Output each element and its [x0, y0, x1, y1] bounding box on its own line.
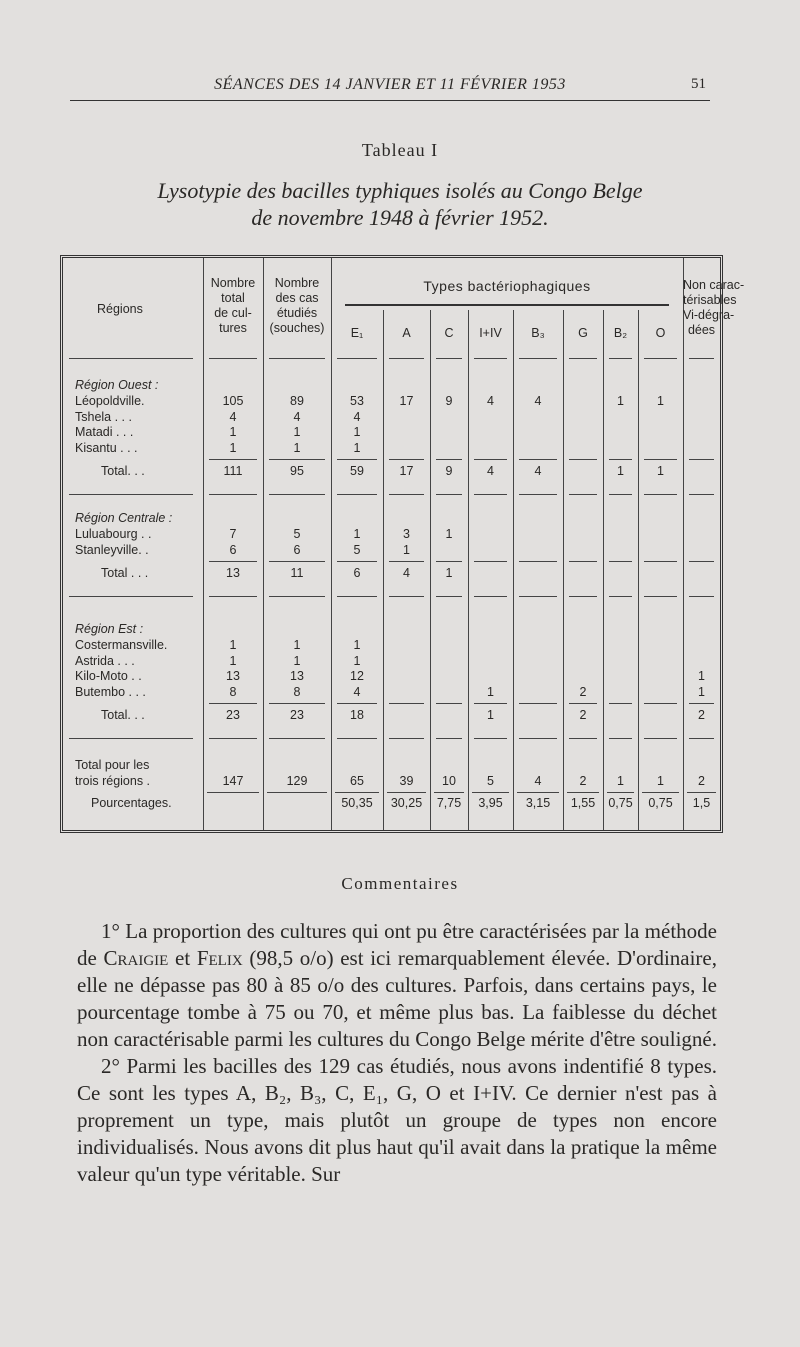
table-cell: 1: [617, 394, 624, 408]
table-cell: 1,55: [570, 796, 596, 810]
table-rule: [609, 738, 632, 739]
table-cell: 1,5: [692, 796, 711, 810]
subtotal-rule: [209, 459, 257, 460]
table-cell: 95: [290, 464, 304, 478]
table-cell: 1: [293, 425, 301, 439]
table-rule: [569, 738, 597, 739]
subtotal-rule: [389, 561, 424, 562]
table-row-region: Luluabourg . .: [75, 527, 152, 541]
table-row-region: Butembo . . .: [75, 684, 146, 699]
table-cell: 1: [445, 527, 453, 541]
header-non-caracterisables: Vi-dégra-: [683, 308, 735, 322]
table-cell: 39: [399, 774, 414, 788]
subtotal-rule: [474, 561, 507, 562]
table-cell: 147: [222, 774, 244, 788]
table-cell: 3,15: [525, 796, 551, 810]
table-row-region: Tshela . . .: [75, 409, 132, 424]
table-cell: 2: [579, 708, 587, 722]
header-nombre-total: Nombre: [210, 276, 256, 290]
grand-total-rule: [642, 792, 679, 793]
table-cell: 4: [229, 409, 237, 424]
grand-total-rule: [687, 792, 716, 793]
table-subcolumn-rule: [468, 310, 469, 830]
subtotal-rule: [609, 459, 632, 460]
table-cell: 1: [229, 425, 237, 439]
table-cell: 1: [353, 638, 361, 652]
grand-total-rule: [434, 792, 464, 793]
table-cell: 1: [487, 708, 494, 722]
section-title: Région Ouest :: [75, 378, 159, 392]
table-cell: 2: [698, 774, 705, 788]
table-cell: 2: [579, 774, 587, 788]
table-cell: 30,25: [390, 796, 423, 810]
subtotal-rule: [269, 561, 325, 562]
grand-total-rule: [387, 792, 426, 793]
table-cell: 8: [293, 684, 301, 699]
table-rule: [436, 358, 462, 359]
section-total-label: Total. . .: [101, 464, 145, 478]
table-cell: 17: [399, 394, 414, 408]
header-type-6: B₂: [613, 326, 628, 340]
table-rule: [436, 738, 462, 739]
paragraph-1-text-c: (98,5 o/o) est ici remarquablement élevée. D'ordinaire, elle ne dépasse pas 80 à 85 o/o des cultures. Parfois, dans certains pays, le pourcentage tombe à 75 ou 70, et même plus bas. La faiblesse du déchet non caractérisable parmi les cultures du Congo Belge mérite d'être souligné.: [77, 946, 718, 1051]
subtotal-rule: [569, 703, 597, 704]
subtotal-rule: [337, 459, 377, 460]
table-cell: 9: [445, 394, 453, 408]
subtotal-rule: [609, 703, 632, 704]
table-cell: 8: [229, 684, 237, 699]
grand-total-rule: [607, 792, 634, 793]
table-rule: [337, 358, 377, 359]
subtotal-rule: [474, 703, 507, 704]
body-text: [77, 918, 717, 1188]
table-cell: 111: [223, 464, 243, 478]
header-type-2: C: [444, 326, 454, 340]
subtotal-rule: [209, 703, 257, 704]
table-row-region: Kisantu . . .: [75, 440, 138, 455]
table-rule: [337, 494, 377, 495]
header-nombre-total: total: [221, 291, 245, 305]
subtotal-rule: [436, 459, 462, 460]
table-rule: [269, 596, 325, 597]
grand-total-label: Total pour les: [75, 758, 150, 772]
table-cell: 9: [445, 464, 453, 478]
table-rule: [209, 358, 257, 359]
table-rule: [337, 738, 377, 739]
table-cell: 10: [442, 774, 456, 788]
paragraph-2: 2° Parmi les bacilles des 129 cas étudiés, nous avons indentifié 8 types. Ce sont les types A, B₂, B₃, C, E₁, G, O et I+IV. Ce dernier n'est pas à proprement un type, mais plutôt un groupe de types non encore individualisés. Nous avons dit plus haut qu'il avait dans la pratique la même valeur qu'un type véritable. Sur: [77, 1054, 717, 1186]
table-cell: 12: [350, 669, 364, 683]
table-cell: 4: [534, 774, 542, 788]
subtotal-rule: [389, 459, 424, 460]
subtotal-rule: [389, 703, 424, 704]
table-cell: 1: [657, 394, 664, 408]
table-cell: 1: [229, 653, 237, 668]
grand-total-rule: [335, 792, 379, 793]
header-nombre-cas: étudiés: [276, 306, 318, 320]
table-rule: [474, 596, 507, 597]
section-total-label: Total. . .: [101, 708, 145, 722]
subtotal-rule: [644, 459, 677, 460]
header-regions: Régions: [97, 302, 143, 316]
header-type-0: E₁: [350, 326, 364, 340]
table-rule: [269, 494, 325, 495]
section-title: Région Centrale :: [75, 511, 173, 525]
table-row-region: Léopoldville.: [75, 394, 145, 408]
table-rule: [689, 494, 714, 495]
grand-total-rule: [207, 792, 259, 793]
table-rule: [436, 494, 462, 495]
table-cell: 6: [353, 566, 361, 580]
table-cell: 1: [353, 425, 361, 439]
table-rule: [474, 738, 507, 739]
table-cell: 1: [698, 684, 705, 699]
subtotal-rule: [519, 459, 557, 460]
table-cell: 7,75: [436, 796, 462, 810]
table-cell: 1: [403, 542, 410, 557]
subtotal-rule: [689, 459, 714, 460]
page-number: 51: [691, 76, 706, 92]
table-rule: [609, 494, 632, 495]
table-cell: 1: [698, 669, 705, 683]
table-rule: [689, 596, 714, 597]
header-non-caracterisables: dées: [687, 323, 716, 337]
header-nombre-cas: Nombre: [274, 276, 320, 290]
header-non-caracterisables: Non carac-: [683, 278, 745, 292]
header-types: Types bactériophagiques: [423, 278, 591, 294]
table-rule: [519, 494, 557, 495]
section-total-label: Total . . .: [101, 566, 149, 580]
table-rule: [609, 596, 632, 597]
table-cell: 1: [657, 774, 664, 788]
table-cell: 4: [487, 464, 494, 478]
table-cell: 1: [657, 464, 664, 478]
table-rule: [389, 494, 424, 495]
table-row-region: Astrida . . .: [75, 653, 135, 668]
table-cell: 4: [293, 409, 301, 424]
header-nombre-cas: des cas: [275, 291, 319, 305]
table-subcolumn-rule: [563, 310, 564, 830]
data-table: [60, 255, 745, 833]
table-cell: 5: [487, 774, 494, 788]
table-cell: 4: [534, 394, 542, 408]
table-rule: [389, 738, 424, 739]
table-column-rule: [683, 258, 684, 830]
table-cell: 53: [350, 394, 364, 408]
table-subcolumn-rule: [603, 310, 604, 830]
subtotal-rule: [609, 561, 632, 562]
table-cell: 1: [353, 527, 361, 541]
table-rule: [644, 596, 677, 597]
table-subtitle-line1: Lysotypie des bacilles typhiques isolés au Congo Belge: [157, 178, 643, 203]
table-cell: 1: [293, 440, 301, 455]
grand-total-rule: [472, 792, 509, 793]
table-rule: [69, 596, 193, 597]
table-rule: [644, 358, 677, 359]
table-rule: [519, 358, 557, 359]
table-cell: 4: [353, 409, 361, 424]
table-rule: [269, 738, 325, 739]
paragraph-1: [77, 918, 717, 1053]
subtotal-rule: [644, 703, 677, 704]
header-non-caracterisables: térisables: [683, 293, 737, 307]
table-cell: 13: [290, 669, 304, 683]
table-title: Tableau I: [361, 140, 439, 160]
subtotal-rule: [689, 703, 714, 704]
grand-total-rule: [267, 792, 327, 793]
table-rule: [69, 494, 193, 495]
table-cell: 89: [290, 394, 304, 408]
table-cell: 0,75: [648, 796, 673, 810]
table-rule: [209, 596, 257, 597]
subtotal-rule: [569, 459, 597, 460]
table-rule: [209, 738, 257, 739]
header-type-5: G: [578, 326, 588, 340]
table-cell: 1: [293, 653, 301, 668]
subtotal-rule: [644, 561, 677, 562]
table-cell: 1: [487, 684, 494, 699]
table-cell: 17: [399, 464, 414, 478]
table-cell: 7: [229, 527, 237, 541]
author-name-felix: Felix: [196, 946, 243, 970]
grand-total-label: trois régions .: [75, 774, 151, 788]
table-rule: [689, 358, 714, 359]
subtotal-rule: [436, 703, 462, 704]
table-rule: [69, 738, 193, 739]
table-cell: 3: [403, 527, 410, 541]
subtotal-rule: [269, 459, 325, 460]
table-rule: [644, 738, 677, 739]
subtotal-rule: [474, 459, 507, 460]
grand-total-rule: [517, 792, 559, 793]
table-cell: 105: [222, 394, 244, 408]
table-cell: 5: [353, 542, 361, 557]
table-cell: 1: [353, 653, 361, 668]
subtotal-rule: [689, 561, 714, 562]
paragraph-1-text-a: 1° La proportion des cultures qui ont pu être caractérisées par la méthode de: [77, 919, 717, 970]
table-rule: [209, 494, 257, 495]
table-cell: 129: [286, 774, 308, 788]
table-cell: 1: [353, 440, 361, 455]
table-subtitle-line2: de novembre 1948 à février 1952.: [251, 205, 549, 230]
types-brace: [345, 304, 669, 306]
table-cell: 6: [293, 542, 301, 557]
table-rule: [389, 358, 424, 359]
subtotal-rule: [269, 703, 325, 704]
table-cell: 23: [226, 708, 240, 722]
author-name-craigie: Craigie: [103, 946, 169, 970]
table-cell: 13: [226, 566, 240, 580]
subtotal-rule: [337, 561, 377, 562]
comments-heading: Commentaires: [341, 874, 459, 893]
subtotal-rule: [337, 703, 377, 704]
table-cell: 1: [445, 566, 453, 580]
subtotal-rule: [519, 561, 557, 562]
table-cell: 2: [698, 708, 705, 722]
table-subcolumn-rule: [513, 310, 514, 830]
header-type-1: A: [402, 326, 411, 340]
table-cell: 6: [229, 542, 237, 557]
table-cell: 4: [534, 464, 542, 478]
header-nombre-total: de cul-: [214, 306, 252, 320]
paragraph-1-text-b: et: [168, 946, 197, 970]
table-rule: [569, 596, 597, 597]
table-cell: 3,95: [478, 796, 503, 810]
subtotal-rule: [569, 561, 597, 562]
grand-total-rule: [567, 792, 599, 793]
percentages-label: Pourcentages.: [91, 796, 172, 810]
table-cell: 0,75: [608, 796, 633, 810]
table-rule: [474, 358, 507, 359]
table-row-region: Matadi . . .: [75, 425, 134, 439]
header-nombre-cas: (souches): [269, 321, 325, 335]
header-nombre-total: tures: [219, 321, 247, 335]
table-cell: 4: [353, 684, 361, 699]
table-row-region: Kilo-Moto . .: [75, 669, 142, 683]
table-subcolumn-rule: [638, 310, 639, 830]
subtotal-rule: [519, 703, 557, 704]
table-rule: [569, 358, 597, 359]
table-cell: 1: [617, 774, 624, 788]
table-cell: 1: [229, 638, 237, 652]
table-cell: 18: [350, 708, 364, 722]
running-title: SÉANCES DES 14 JANVIER ET 11 FÉVRIER 1953: [214, 76, 566, 93]
table-cell: 13: [226, 669, 240, 683]
table-row-region: Costermansville.: [75, 638, 168, 652]
table-rule: [644, 494, 677, 495]
table-cell: 50,35: [341, 796, 373, 810]
table-cell: 4: [487, 394, 494, 408]
table-rule: [389, 596, 424, 597]
table-rule: [436, 596, 462, 597]
table-cell: 1: [293, 638, 301, 652]
table-rule: [519, 596, 557, 597]
header-type-3: I+IV: [479, 326, 502, 340]
table-rule: [689, 738, 714, 739]
table-cell: 4: [403, 566, 410, 580]
header-type-7: O: [655, 326, 666, 340]
subtotal-rule: [209, 561, 257, 562]
table-rule: [519, 738, 557, 739]
table-cell: 1: [229, 440, 237, 455]
table-rule: [474, 494, 507, 495]
table-row-region: Stanleyville. .: [75, 542, 149, 557]
table-cell: 1: [617, 464, 624, 478]
table-cell: 65: [350, 774, 364, 788]
table-rule: [69, 358, 193, 359]
table-rule: [269, 358, 325, 359]
table-cell: 5: [293, 527, 301, 541]
running-header: [70, 72, 710, 101]
table-rule: [569, 494, 597, 495]
table-cell: 2: [579, 684, 587, 699]
table-cell: 23: [290, 708, 304, 722]
table-cell: 59: [350, 464, 364, 478]
table-cell: 11: [290, 566, 304, 580]
section-title: Région Est :: [75, 622, 144, 636]
table-rule: [609, 358, 632, 359]
subtotal-rule: [436, 561, 462, 562]
header-type-4: B₃: [531, 326, 545, 340]
table-rule: [337, 596, 377, 597]
